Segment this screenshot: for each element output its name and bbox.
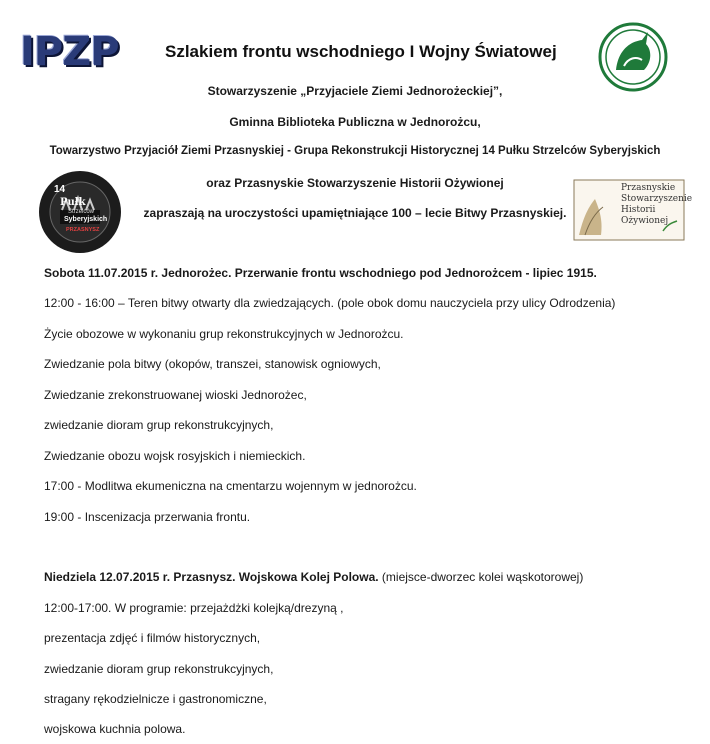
- organizer-line-1: Stowarzyszenie „Przyjaciele Ziemi Jednorożeckiej”,: [207, 84, 503, 98]
- regiment-badge: [38, 170, 122, 254]
- day1-item-6: Zwiedzanie obozu wojsk rosyjskich i niemieckich.: [44, 449, 306, 463]
- day2-item-5: wojskowa kuchnia polowa.: [44, 722, 186, 736]
- svg-text:PZJ: PZJ: [628, 71, 645, 81]
- stamp-line-2: Stowarzyszenie: [621, 194, 693, 204]
- unicorn-logo: [598, 22, 668, 92]
- page-title: Szlakiem frontu wschodniego I Wojny Światowej: [165, 42, 557, 61]
- day2-item-4: stragany rękodzielnicze i gastronomiczne,: [44, 692, 267, 706]
- day1-item-7: 17:00 - Modlitwa ekumeniczna na cmentarzu wojennym w jednorożcu.: [44, 479, 417, 493]
- day1-item-5: zwiedzanie dioram grup rekonstrukcyjnych,: [44, 418, 274, 432]
- day1-item-1: 12:00 - 16:00 – Teren bitwy otwarty dla zwiedzających. (pole obok domu nauczyciela przy ulicy Odrodzenia): [44, 296, 616, 310]
- badge-name-1: Pułk: [60, 197, 86, 208]
- organizer-line-4: oraz Przasnyskie Stowarzyszenie Historii Ożywionej: [206, 176, 504, 190]
- organizer-line-3: Towarzystwo Przyjaciół Ziemi Przasnyskiej - Grupa Rekonstrukcji Historycznej 14 Pułku Strzelców Syberyjskich: [49, 145, 661, 157]
- ipzp-logo-text: IPZP: [20, 29, 119, 75]
- day1-item-8: 19:00 - Inscenizacja przerwania frontu.: [44, 510, 251, 524]
- unicorn-logo-icon: [598, 22, 668, 92]
- badge-name-3: Syberyjskich: [64, 216, 108, 223]
- day2-heading: [44, 570, 583, 584]
- day1-item-3: Zwiedzanie pola bitwy (okopów, transzei, stanowisk ogniowych,: [44, 357, 381, 371]
- badge-name-2: Strzelców: [68, 209, 95, 215]
- day2-item-1: 12:00-17:00. W programie: przejażdżki kolejką/drezyną ,: [44, 601, 344, 615]
- day1-item-2: Życie obozowe w wykonaniu grup rekonstrukcyjnych w Jednorożcu.: [44, 327, 404, 341]
- day2-item-3: zwiedzanie dioram grup rekonstrukcyjnych,: [44, 662, 274, 676]
- day2-item-2: prezentacja zdjęć i filmów historycznych,: [44, 631, 261, 645]
- organizer-line-2: Gminna Biblioteka Publiczna w Jednorożcu,: [229, 115, 481, 129]
- day2-heading-bold: Niedziela 12.07.2015 r. Przasnysz. Wojskowa Kolej Polowa.: [44, 570, 379, 584]
- badge-number: 14: [54, 184, 66, 195]
- badge-city: PRZASNYSZ: [66, 227, 100, 233]
- day2-heading-note: (miejsce-dworzec kolei wąskotorowej): [378, 570, 584, 584]
- ipzp-logo: [20, 26, 148, 78]
- invitation-line: zapraszają na uroczystości upamiętniające 100 – lecie Bitwy Przasnyskiej.: [143, 206, 567, 220]
- day1-item-4: Zwiedzanie zrekonstruowanej wioski Jednorożec,: [44, 388, 307, 402]
- stamp-text: [621, 183, 692, 227]
- historical-society-stamp: [573, 179, 693, 241]
- stamp-line-3: Historii: [621, 205, 656, 215]
- day1-heading: Sobota 11.07.2015 r. Jednorożec. Przerwanie frontu wschodniego pod Jednorożcem - lipiec 1915.: [44, 266, 597, 280]
- stamp-line-1: Przasnyskie: [621, 183, 676, 193]
- stamp-line-4: Ożywionej: [621, 216, 669, 226]
